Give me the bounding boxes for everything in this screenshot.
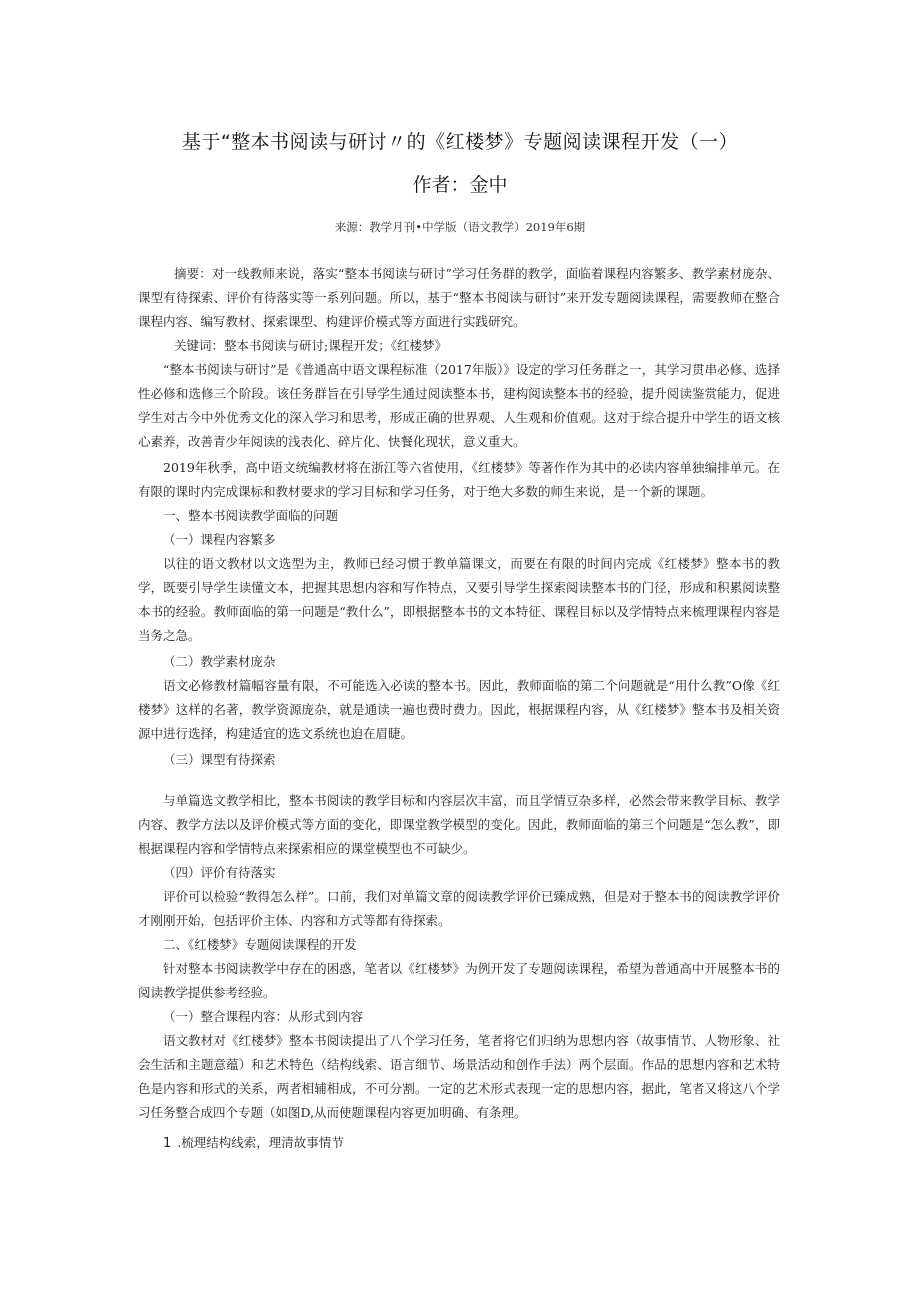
numbered-heading-1 xyxy=(138,1131,780,1156)
s1-subheading-4: （四）评价有待落实 xyxy=(163,865,276,880)
s1-paragraph-2: 语文必修教材篇幅容量有限，不可能选入必读的整本书。因此，教师面临的第二个问题就是“用什么教”O像《红楼梦》这样的名著，教学资源庞杂，就是通读一遍也费时费力。因此，根据课程内容，从《红楼梦》整本书及相关资源中进行选择，构建适宜的选文系统也迫在眉睫。 xyxy=(138,678,780,741)
section-2-heading: 二、《红楼梦》专题阅读课程的开发 xyxy=(163,937,357,952)
abstract-paragraph: 摘要：对一线教师来说，落实“整本书阅读与研讨”学习任务群的教学，面临着课程内容繁多、教学素材庞杂、课型有待探索、评价有待落实等一系列问题。所以，基于“整本书阅读与研讨”来开发专题阅读课程，需要教师在整合课程内容、编写教材、探索课型、构建评价模式等方面进行实践研究。 xyxy=(138,266,780,329)
s1-paragraph-3: 与单篇选文教学相比，整本书阅读的教学目标和内容层次丰富，而且学情豆杂多样，必然会带来教学目标、教学内容、教学方法以及评价模式等方面的变化，即课堂教学模型的变化。因此，教师面临的第三个问题是“怎么教”，即根据课程内容和学情特点来探索相应的课堂模型也不可缺少。 xyxy=(138,793,780,856)
author-line: 作者：金中 xyxy=(412,174,508,196)
section-1-heading: 一、整本书阅读教学面临的问题 xyxy=(163,508,339,523)
item-text: .梳理结构线索，理清故事情节 xyxy=(177,1135,344,1150)
s1-paragraph-1: 以往的语文教材以文选型为主，教师已经习惯于教单篇课文，而要在有限的时间内完成《红楼梦》整本书的教学，既要引导学生读懂文本，把握其思想内容和写作特点，又要引导学生探索阅读整本书的门径，形成和积累阅读整本书的经验。教师面临的第一问题是“教什么”，即根据整本书的文本特征、课程目标以及学情特点来梳理课程内容是当务之急。 xyxy=(138,556,780,643)
item-number: 1 xyxy=(163,1136,172,1151)
s1-subheading-2: （二）教学素材庞杂 xyxy=(163,654,276,669)
s2-intro-paragraph: 针对整本书阅读教学中存在的困惑，笔者以《红楼梦》为例开发了专题阅读课程，希望为普通高中开展整本书的阅读教学提供参考经验。 xyxy=(138,961,780,1000)
s1-paragraph-4: 评价可以检验“教得怎么样”。口前，我们对单篇文章的阅读教学评价已臻成熟，但是对于整本书的阅读教学评价才刚刚开始，包括评价主体、内容和方式等都有待探索。 xyxy=(138,889,780,928)
keywords-line: 关键词：整本书阅读与研讨;课程开发；《红楼梦》 xyxy=(174,338,447,353)
intro-paragraph-1: “整本书阅读与研讨”是《普通高中语文课程标准（2017年版）》设定的学习任务群之一，其学习贯串必修、选择性必修和选修三个阶段。该任务群旨在引导学生通过阅读整本书，建构阅读整本书的经验，提升阅读鉴赏能力，促进学生对古今中外优秀文化的深入学习和思考，形成正确的世界观、人生观和价值观。这对于综合提升中学生的语文核心素养，改善青少年阅读的浅表化、碎片化、快餐化现状，意义重大。 xyxy=(138,362,780,449)
s2-paragraph-1: 语文教材对《红楼梦》整本书阅读提出了八个学习任务，笔者将它们归纳为思想内容（故事情节、人物形象、社会生活和主题意蕴）和艺术特色（结构线索、语言细节、场景活动和创作手法）两个层面。作品的思想内容和艺术特色是内容和形式的关系，两者相辅相成，不可分割。一定的艺术形式表现一定的思想内容，据此，笔者又将这八个学习任务整合成四个专题（如图D,从而使题课程内容更加明确、有条理。 xyxy=(138,1033,780,1120)
s2-subheading-1: （一）整合课程内容：从形式到内容 xyxy=(163,1009,364,1024)
s1-subheading-3: （三）课型有待探索 xyxy=(163,752,276,767)
intro-paragraph-2: 2019年秋季，高中语文统编教材将在浙江等六省使用，《红楼梦》等著作作为其中的必读内容单独编排单元。在有限的课时内完成课标和教材要求的学习目标和学习任务，对于绝大多数的师生来说，是一个新的课题。 xyxy=(138,460,780,499)
page-title: 基于“整本书阅读与研讨〃的《红楼梦》专题阅读课程开发（一） xyxy=(181,131,739,153)
source-line: 来源：教学月刊•中学版（语文教学）2019年6期 xyxy=(334,220,586,234)
article-body xyxy=(138,262,780,1156)
s1-subheading-1: （一）课程内容繁多 xyxy=(163,532,276,547)
